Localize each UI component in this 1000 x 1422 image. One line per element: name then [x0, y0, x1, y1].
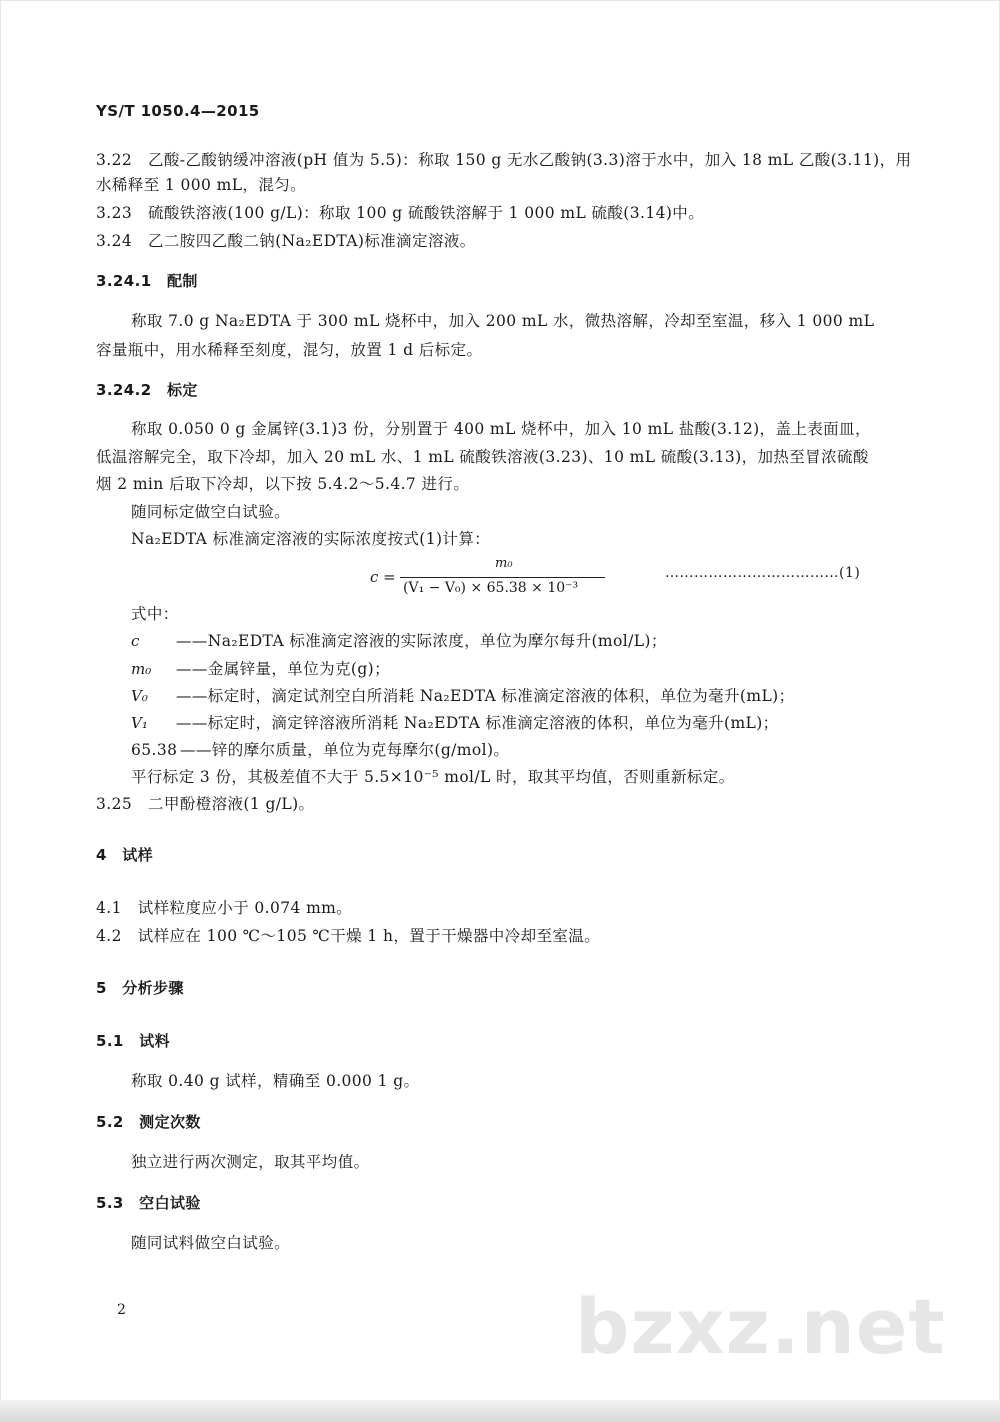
- para-3-24-2-line-1: 称取 0.050 0 g 金属锌(3.1)3 份，分别置于 400 mL 烧杯中，加入 10 mL 盐酸(3.12)，盖上表面皿，: [131, 420, 871, 438]
- heading-5-3: 5.3 空白试验: [96, 1194, 201, 1212]
- formula-lhs: c =: [370, 568, 396, 586]
- formula-numerator: m₀: [495, 556, 513, 571]
- para-3-24-2-line-3: 烟 2 min 后取下冷却，以下按 5.4.2～5.4.7 进行。: [96, 475, 470, 493]
- clause-3-23: 3.23 硫酸铁溶液(100 g/L)：称取 100 g 硫酸铁溶解于 1 000 mL 硫酸(3.14)中。: [96, 204, 705, 222]
- para-parallel-calibration: 平行标定 3 份，其极差值不大于 5.5×10⁻⁵ mol/L 时，取其平均值，否则重新标定。: [131, 768, 735, 786]
- clause-3-25: 3.25 二甲酚橙溶液(1 g/L)。: [96, 795, 315, 813]
- clause-4-1: 4.1 试样粒度应小于 0.074 mm。: [96, 899, 353, 917]
- heading-4: 4 试样: [96, 846, 154, 864]
- heading-5: 5 分析步骤: [96, 979, 184, 997]
- page-bottom-edge: [0, 1400, 1000, 1422]
- page-number: 2: [117, 1302, 126, 1318]
- symbol-65-38: 65.38: [131, 741, 178, 759]
- clause-4-2: 4.2 试样应在 100 ℃～105 ℃干燥 1 h，置于干燥器中冷却至室温。: [96, 927, 601, 945]
- definition-c: ——Na₂EDTA 标准滴定溶液的实际浓度，单位为摩尔每升(mol/L)；: [176, 632, 667, 650]
- symbol-v0: V₀: [131, 687, 148, 705]
- symbol-m0: m₀: [131, 660, 152, 678]
- heading-3-24-1: 3.24.1 配制: [96, 272, 198, 290]
- fraction-bar: [400, 577, 605, 578]
- heading-5-1: 5.1 试料: [96, 1032, 170, 1050]
- definition-m0: ——金属锌量，单位为克(g)；: [176, 660, 391, 678]
- para-3-24-1-line-2: 容量瓶中，用水稀释至刻度，混匀，放置 1 d 后标定。: [96, 341, 483, 359]
- definition-v0: ——标定时，滴定试剂空白所消耗 Na₂EDTA 标准滴定溶液的体积，单位为毫升(mL)；: [176, 687, 795, 705]
- symbol-v1: V₁: [131, 714, 148, 732]
- para-3-24-1-line-1: 称取 7.0 g Na₂EDTA 于 300 mL 烧杯中，加入 200 mL 水，微热溶解，冷却至室温，移入 1 000 mL: [131, 312, 875, 330]
- watermark: bzxz.net: [575, 1282, 946, 1371]
- definition-v1: ——标定时，滴定锌溶液所消耗 Na₂EDTA 标准滴定溶液的体积，单位为毫升(mL)；: [176, 714, 779, 732]
- clause-3-22-line-1: 3.22 乙酸-乙酸钠缓冲溶液(pH 值为 5.5)：称取 150 g 无水乙酸钠(3.3)溶于水中，加入 18 mL 乙酸(3.11)，用: [96, 151, 912, 169]
- clause-3-22-line-2: 水稀释至 1 000 mL，混匀。: [96, 176, 307, 194]
- para-5-3: 随同试料做空白试验。: [131, 1234, 291, 1252]
- definition-65-38: ——锌的摩尔质量，单位为克每摩尔(g/mol)。: [180, 741, 510, 759]
- para-3-24-2-line-2: 低温溶解完全，取下冷却，加入 20 mL 水、1 mL 硫酸铁溶液(3.23)、10 mL 硫酸(3.13)，加热至冒浓硫酸: [96, 448, 869, 466]
- para-5-1: 称取 0.40 g 试样，精确至 0.000 1 g。: [131, 1072, 420, 1090]
- equation-number: ………………………………(1): [665, 565, 861, 581]
- clause-3-24: 3.24 乙二胺四乙酸二钠(Na₂EDTA)标准滴定溶液。: [96, 232, 476, 250]
- symbol-c: c: [131, 632, 140, 650]
- formula-1: [370, 556, 610, 602]
- para-5-2: 独立进行两次测定，取其平均值。: [131, 1153, 370, 1171]
- heading-3-24-2: 3.24.2 标定: [96, 381, 198, 399]
- para-3-24-2-line-4: 随同标定做空白试验。: [131, 503, 291, 521]
- heading-5-2: 5.2 测定次数: [96, 1113, 201, 1131]
- para-3-24-2-line-5: Na₂EDTA 标准滴定溶液的实际浓度按式(1)计算：: [131, 530, 491, 548]
- standard-number: YS/T 1050.4—2015: [96, 102, 260, 120]
- formula-denominator: (V₁ − V₀) × 65.38 × 10⁻³: [403, 580, 579, 596]
- where-label: 式中：: [131, 605, 179, 623]
